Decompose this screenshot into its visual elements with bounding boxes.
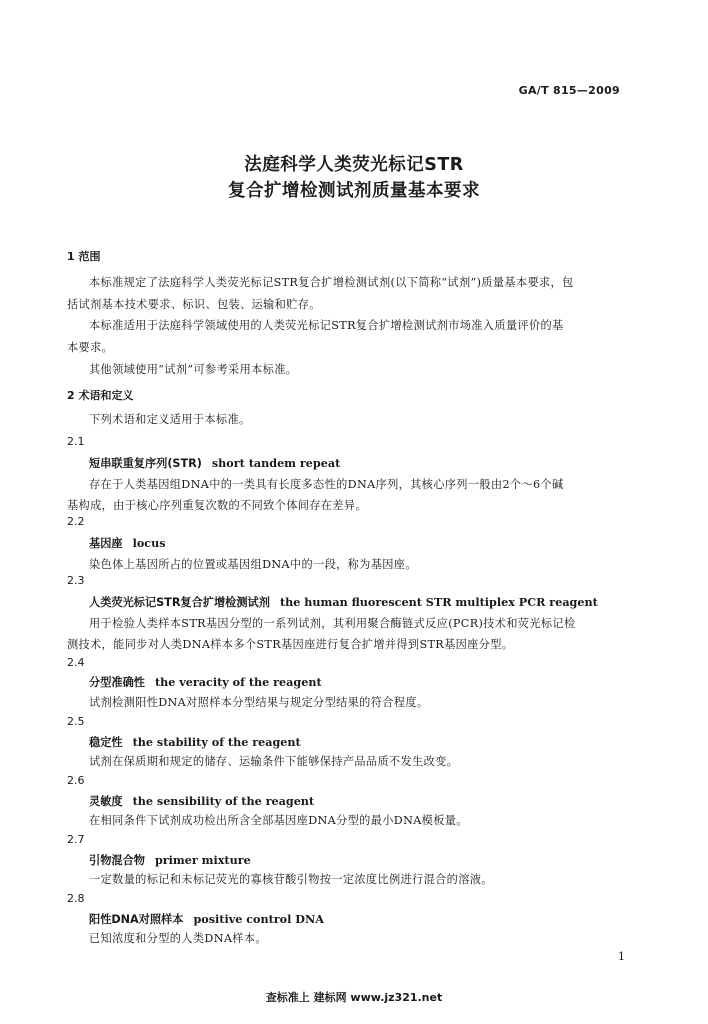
term-chinese: 基因座 [89, 537, 123, 550]
term-definition-line2: 基构成，由于核心序列重复次数的不同致个体间存在差异。 [67, 499, 367, 512]
scope-paragraph-2-line2: 本要求。 [67, 341, 114, 354]
term-english: the veracity of the reagent [154, 675, 322, 689]
term-definition: 已知浓度和分型的人类DNA样本。 [89, 932, 267, 945]
term-number: 2.7 [67, 833, 85, 846]
term-chinese: 稳定性 [89, 736, 123, 749]
term-definition: 试剂检测阳性DNA对照样本分型结果与规定分型结果的符合程度。 [89, 696, 429, 709]
document-title-line1: 法庭科学人类荧光标记STR [244, 155, 464, 175]
term-chinese: 人类荧光标记STR复合扩增检测试剂 [89, 596, 270, 609]
page-number: 1 [618, 950, 625, 963]
term-number: 2.1 [67, 435, 85, 448]
term-english: positive control DNA [193, 912, 324, 926]
term-english: short tandem repeat [211, 456, 341, 470]
term-definition-line2: 测技术，能同步对人类DNA样本多个STR基因座进行复合扩增并得到STR基因座分型。 [67, 638, 514, 651]
scope-paragraph-1-line2: 括试剂基本技术要求、标识、包装、运输和贮存。 [67, 298, 321, 311]
term-definition: 染色体上基因所占的位置或基因组DNA中的一段，称为基因座。 [89, 558, 417, 571]
term-english: locus [132, 536, 166, 550]
scope-paragraph-3: 其他领域使用“试剂”可参考采用本标准。 [89, 363, 298, 376]
standard-number: GA/T 815—2009 [518, 84, 620, 97]
term-heading [89, 674, 322, 690]
term-chinese: 阳性DNA对照样本 [89, 913, 184, 926]
term-heading [89, 911, 324, 927]
term-heading [89, 455, 340, 471]
term-number: 2.4 [67, 656, 85, 669]
term-definition-line1: 存在于人类基因组DNA中的一类具有长度多态性的DNA序列，其核心序列一般由2个～6个碱 [89, 478, 564, 491]
term-number: 2.6 [67, 774, 85, 787]
footer-watermark: 查标准上 建标网 www.jz321.net [265, 991, 443, 1004]
term-number: 2.2 [67, 515, 85, 528]
term-definition-line1: 用于检验人类样本STR基因分型的一系列试剂，其利用聚合酶链式反应(PCR)技术和荧光标记检 [89, 617, 576, 630]
term-number: 2.5 [67, 715, 85, 728]
term-heading [89, 734, 301, 750]
term-definition: 试剂在保质期和规定的储存、运输条件下能够保持产品品质不发生改变。 [89, 755, 459, 768]
term-chinese: 灵敏度 [89, 795, 123, 808]
term-english: the human fluorescent STR multiplex PCR reagent [279, 595, 598, 609]
section-2-heading: 2 术语和定义 [67, 389, 134, 402]
term-chinese: 短串联重复序列(STR) [89, 457, 202, 470]
term-english: the stability of the reagent [132, 735, 301, 749]
term-english: the sensibility of the reagent [132, 794, 315, 808]
term-heading [89, 793, 314, 809]
term-heading [89, 852, 251, 868]
term-definition: 一定数量的标记和未标记荧光的寡核苷酸引物按一定浓度比例进行混合的溶液。 [89, 873, 493, 886]
term-definition: 在相同条件下试剂成功检出所含全部基因座DNA分型的最小DNA模板量。 [89, 814, 468, 827]
scope-paragraph-1-line1: 本标准规定了法庭科学人类荧光标记STR复合扩增检测试剂(以下简称“试剂”)质量基本要求，包 [89, 276, 574, 289]
term-chinese: 引物混合物 [89, 854, 145, 867]
scope-paragraph-2-line1: 本标准适用于法庭科学领域使用的人类荧光标记STR复合扩增检测试剂市场准入质量评价的基 [89, 319, 564, 332]
term-number: 2.8 [67, 892, 85, 905]
term-heading [89, 594, 598, 610]
section-1-heading: 1 范围 [67, 250, 101, 263]
term-heading [89, 535, 166, 551]
term-chinese: 分型准确性 [89, 676, 145, 689]
term-english: primer mixture [154, 853, 251, 867]
terms-intro: 下列术语和定义适用于本标准。 [89, 413, 251, 426]
document-title-line2: 复合扩增检测试剂质量基本要求 [228, 181, 480, 201]
term-number: 2.3 [67, 574, 85, 587]
